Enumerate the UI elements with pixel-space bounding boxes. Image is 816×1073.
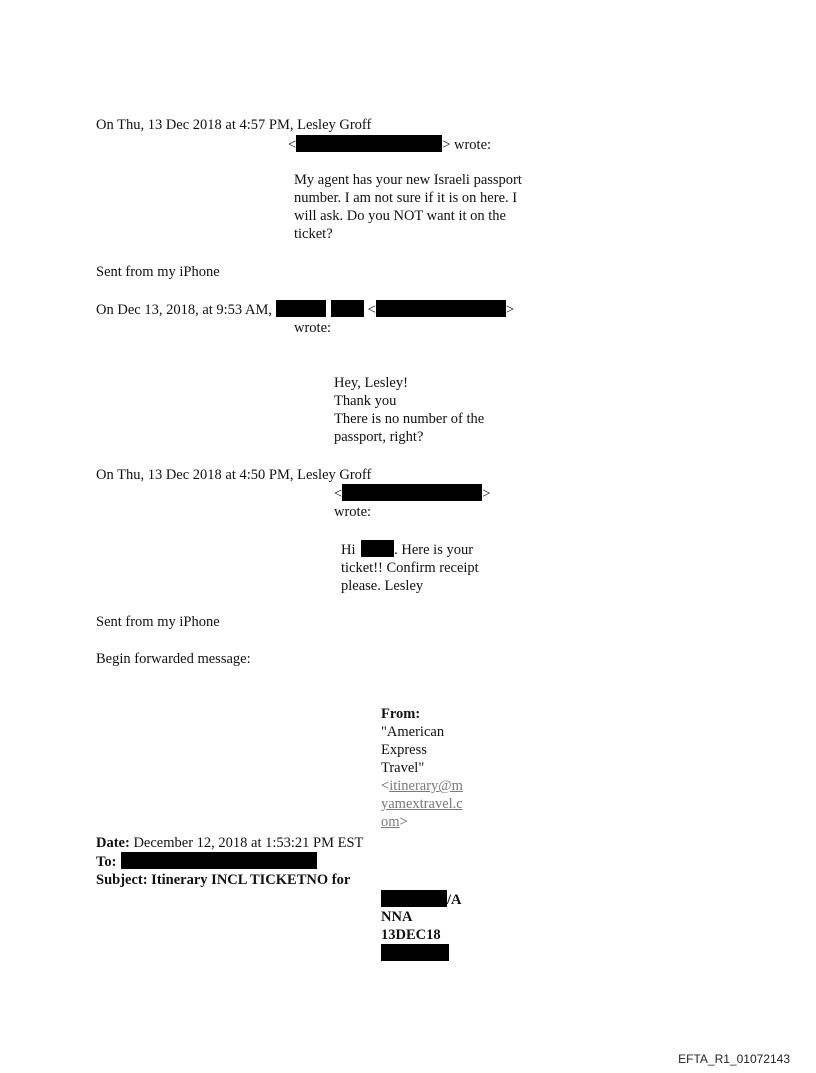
fwd-to-line [96, 852, 317, 871]
msg1-body-line: ticket? [294, 226, 333, 242]
fwd-email-link-part[interactable]: yamextravel.c [381, 796, 463, 812]
msg2-gt: > [505, 302, 514, 318]
document-id-footer: EFTA_R1_01072143 [678, 1052, 790, 1066]
msg2-body [334, 374, 484, 446]
msg2-wrote: wrote: [294, 320, 332, 336]
msg3-body-line1-rest: . Here is your [394, 542, 474, 558]
fwd-email-line3 [381, 813, 463, 831]
msg2-body-line: Hey, Lesley! [334, 375, 408, 391]
fwd-email-link-part[interactable]: itinerary@m [389, 778, 463, 794]
fwd-email-gt: > [399, 814, 408, 830]
sent-from-iphone-2: Sent from my iPhone [96, 614, 220, 630]
msg3-lt: < [334, 486, 343, 502]
redaction-box [361, 540, 394, 557]
fwd-subject-date: 13DEC18 [381, 927, 441, 943]
msg3-body-line2: ticket!! Confirm receipt [341, 560, 479, 576]
redaction-box [342, 484, 482, 501]
msg3-address-line [334, 484, 490, 503]
msg2-header-prefix: On Dec 13, 2018, at 9:53 AM, [96, 302, 272, 318]
fwd-date-line [96, 834, 363, 852]
fwd-subject-line2 [381, 890, 462, 909]
redaction-box [381, 944, 449, 961]
fwd-email-line1 [381, 777, 463, 795]
msg1-lt: < [288, 137, 297, 153]
msg3-wrote: wrote: [334, 504, 372, 520]
fwd-email-lt: < [381, 778, 390, 794]
msg1-body-line: number. I am not sure if it is on here. I [294, 190, 518, 206]
msg1-address-line [288, 135, 491, 154]
fwd-email-line2 [381, 795, 463, 813]
sent-from-iphone-1: Sent from my iPhone [96, 264, 220, 280]
msg1-body [294, 171, 522, 243]
msg2-lt: < [367, 302, 376, 318]
msg3-body-line3: please. Lesley [341, 578, 424, 594]
redaction-box [381, 890, 447, 907]
fwd-date-label: Date: [96, 835, 130, 851]
msg2-header [96, 300, 514, 319]
msg1-body-line: My agent has your new Israeli passport [294, 172, 522, 188]
msg1-body-line: will ask. Do you NOT want it on the [294, 208, 506, 224]
fwd-from-line: Express [381, 742, 427, 758]
redaction-box [376, 300, 506, 317]
redaction-box [121, 852, 317, 869]
redaction-box [276, 300, 326, 317]
msg2-body-line: There is no number of the [334, 411, 485, 427]
fwd-from-label: From: [381, 706, 421, 722]
fwd-from-line: Travel" [381, 760, 425, 776]
fwd-subject-label: Subject: Itinerary INCL TICKETNO for [96, 872, 351, 888]
fwd-from-line: "American [381, 724, 445, 740]
redaction-box [331, 300, 364, 317]
msg3-hi: Hi [341, 542, 356, 558]
msg3-gt: > [482, 486, 491, 502]
msg3-body-line1 [341, 540, 479, 559]
msg2-body-line: passport, right? [334, 429, 424, 445]
msg1-header: On Thu, 13 Dec 2018 at 4:57 PM, Lesley Groff [96, 117, 372, 133]
msg1-wrote: > wrote: [442, 137, 492, 153]
redaction-box [296, 135, 442, 152]
fwd-email-link-part[interactable]: om [381, 814, 400, 830]
msg3-header: On Thu, 13 Dec 2018 at 4:50 PM, Lesley Groff [96, 467, 372, 483]
msg2-body-line: Thank you [334, 393, 397, 409]
fwd-from-block [381, 705, 463, 831]
msg3-body [341, 540, 479, 595]
begin-forwarded-message: Begin forwarded message: [96, 651, 251, 667]
fwd-date-value: December 12, 2018 at 1:53:21 PM EST [129, 835, 364, 851]
fwd-subject-redaction [381, 944, 449, 963]
fwd-subject-nna: NNA [381, 909, 413, 925]
fwd-to-label: To: [96, 854, 117, 870]
fwd-subject-a: /A [447, 892, 462, 908]
